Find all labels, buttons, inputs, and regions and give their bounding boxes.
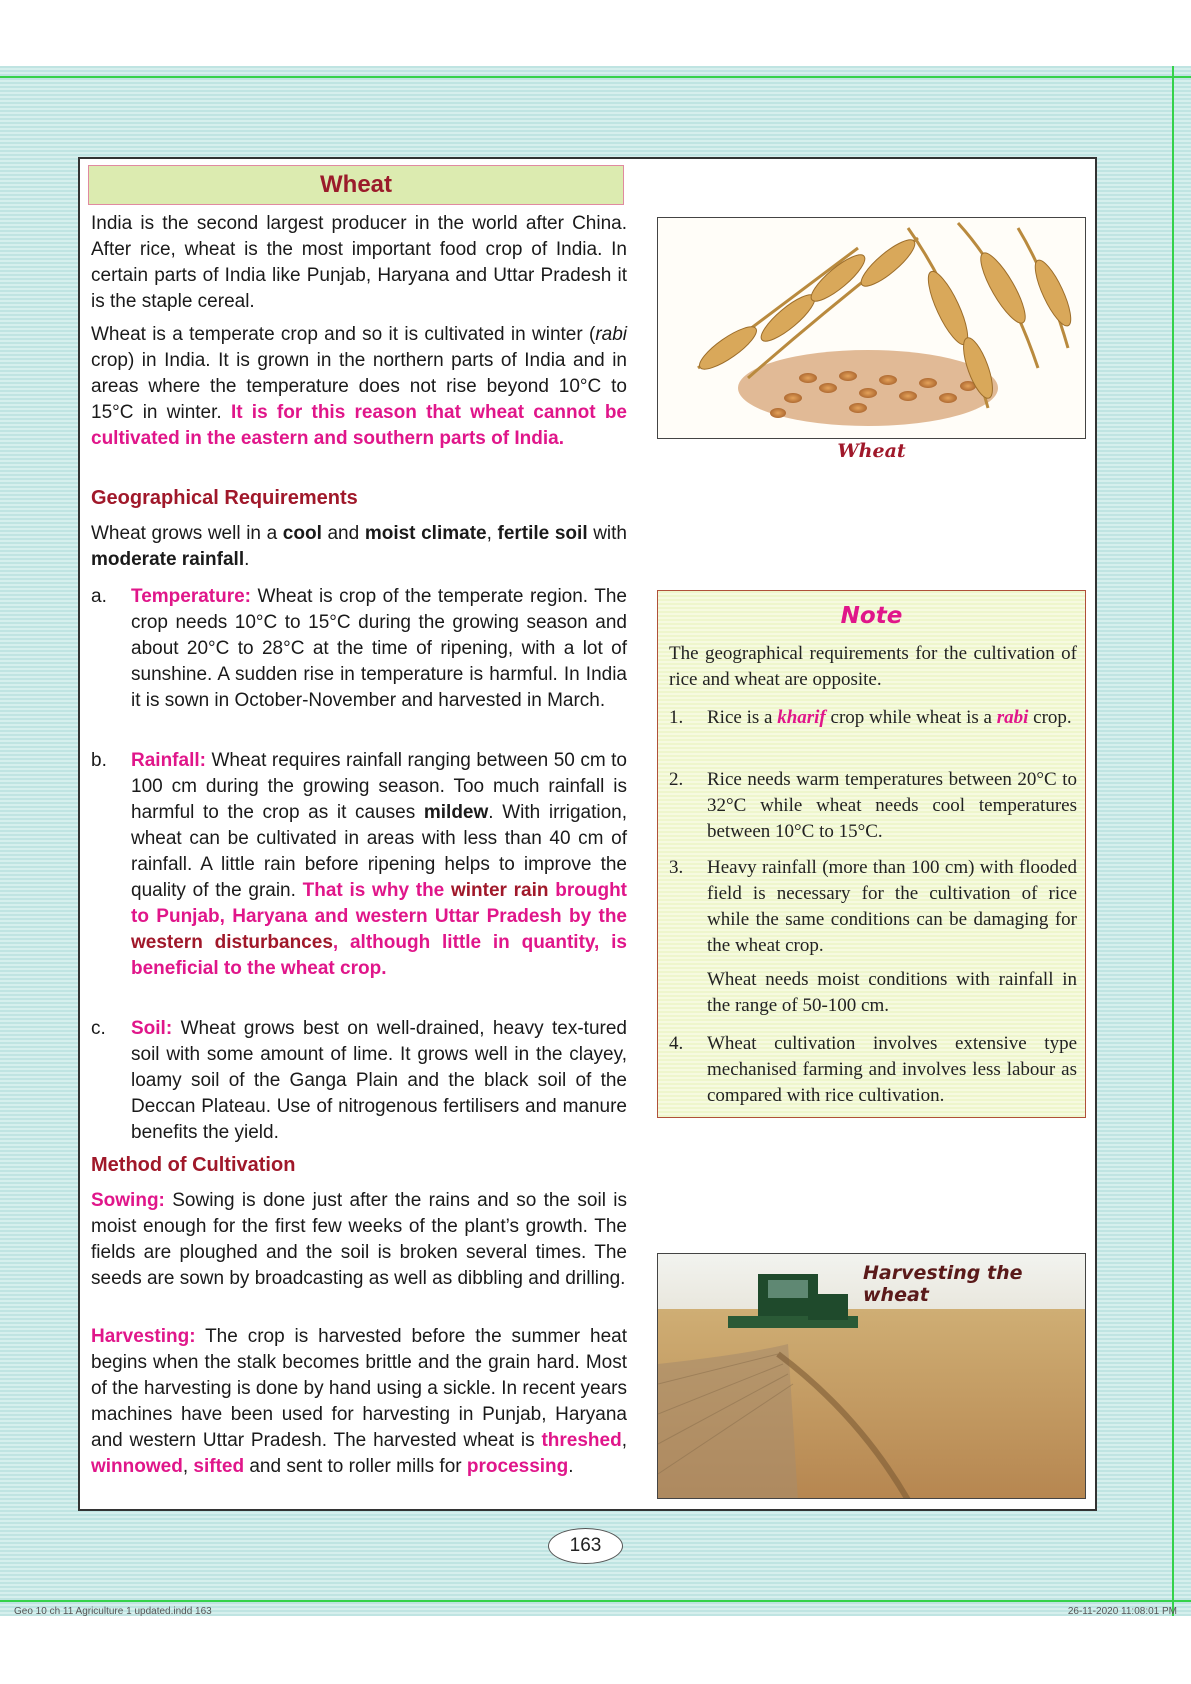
note-title: Note — [840, 603, 903, 629]
note-box: Note The geographical requirements for the cultivation of rice and wheat are opposite. 1. Rice is a kharif crop while wheat is a rabi crop. 2. Rice needs warm temperatures between 20°C to 32°C while wheat needs cool temperatures between 10°C to 15°C. 3. Heavy rainfall (more than 100 cm) with flooded field is necessary for the cultivation of rice while the same conditions can be damaging for the wheat crop. Wheat needs moist conditions with rainfall in the range of 50-100 cm. 4. Wheat cultivation involves extensive type mechanised farming and involves less labour as compared with rice cultivation. — [657, 590, 1086, 1118]
intro-paragraph: India is the second largest producer in the world after China. After rice, wheat is the most important food crop of India. In certain parts of India like Punjab, Haryana and Uttar Pradesh it is the staple cereal. — [91, 213, 627, 312]
wheat-ears-illustration — [658, 218, 1086, 439]
wheat-photo — [657, 217, 1086, 439]
footer-file-info: Geo 10 ch 11 Agriculture 1 updated.indd 163 — [14, 1606, 212, 1617]
temperate-paragraph: Wheat is a temperate crop and so it is cultivated in winter (rabi crop) in India. It is grown in the northern parts of India and in areas where the temperature does not rise beyond 10°C to 15°C in winter. It is for this reason that wheat cannot be cultivated in the eastern and southern parts of India. — [91, 324, 627, 449]
harvest-photo — [657, 1253, 1086, 1499]
footer-timestamp: 26-11-2020 11:08:01 PM — [1067, 1606, 1177, 1617]
section-title: Wheat — [88, 165, 624, 205]
crop-line-bottom — [0, 1600, 1191, 1602]
wheat-caption: Wheat — [837, 440, 906, 462]
note-intro: The geographical requirements for the cultivation of rice and wheat are opposite. — [669, 643, 1077, 690]
sowing-paragraph: Sowing: Sowing is done just after the rains and so the soil is moist enough for the first few weeks of the plant’s growth. The fields are ploughed and the soil is broken several times. The seeds are sown by broadcasting as well as dibbling and drilling. — [91, 1190, 627, 1289]
harvesting-paragraph: Harvesting: The crop is harvested before the summer heat begins when the stalk becomes brittle and the grain hard. Most of the harvesting is done by hand using a sickle. In recent years machines have been used for harvesting in Punjab, Haryana and western Uttar Pradesh. The harvested wheat is threshed, winnowed, sifted and sent to roller mills for processing. — [91, 1326, 627, 1477]
geo-heading: Geographical Requirements — [91, 487, 358, 509]
method-heading: Method of Cultivation — [91, 1154, 296, 1176]
crop-line-top — [0, 76, 1191, 78]
geo-intro: Wheat grows well in a cool and moist climate, fertile soil with moderate rainfall. — [91, 523, 628, 570]
crop-line-right — [1172, 66, 1174, 1616]
harvest-caption: Harvesting the wheat — [863, 1262, 1023, 1306]
page-number: 163 — [548, 1528, 623, 1564]
